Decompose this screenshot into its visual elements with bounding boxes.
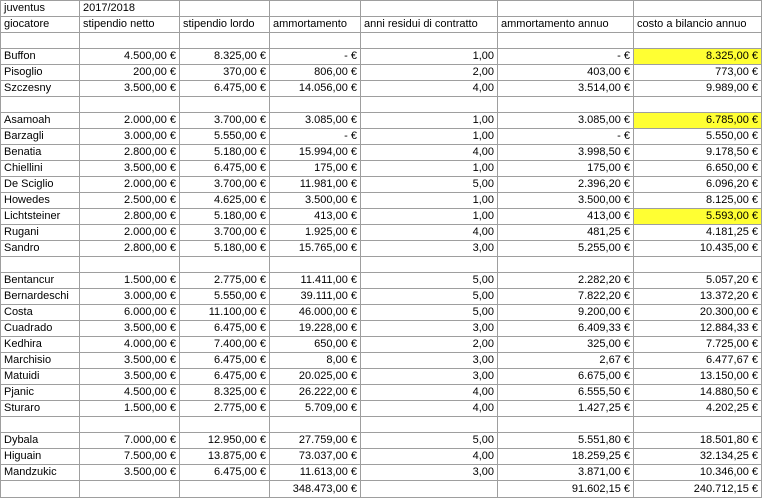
stipendio-lordo-cell[interactable]: 370,00 €	[180, 65, 270, 81]
stipendio-lordo-cell[interactable]: 8.325,00 €	[180, 385, 270, 401]
costo-bilancio-cell[interactable]: 7.725,00 €	[634, 337, 762, 353]
header-stipendio-netto[interactable]: stipendio netto	[80, 17, 180, 33]
anni-residui-cell[interactable]: 4,00	[361, 449, 498, 465]
header-row	[1, 17, 762, 33]
player-name-cell[interactable]: Lichtsteiner	[1, 209, 80, 225]
stipendio-netto-cell[interactable]: 3.500,00 €	[80, 465, 180, 481]
empty-cell[interactable]	[270, 1, 361, 17]
spacer-row	[1, 33, 762, 49]
costo-bilancio-cell[interactable]: 8.325,00 €	[634, 49, 762, 65]
ammortamento-cell[interactable]: 650,00 €	[270, 337, 361, 353]
ammortamento-cell[interactable]: 5.709,00 €	[270, 401, 361, 417]
costo-bilancio-cell[interactable]: 20.300,00 €	[634, 305, 762, 321]
empty-cell[interactable]	[634, 257, 762, 273]
empty-cell[interactable]	[498, 1, 634, 17]
player-name-cell[interactable]: Bentancur	[1, 273, 80, 289]
stipendio-lordo-cell[interactable]: 3.700,00 €	[180, 113, 270, 129]
ammortamento-annuo-cell[interactable]: 5.551,80 €	[498, 433, 634, 449]
header-ammortamento[interactable]: ammortamento	[270, 17, 361, 33]
ammortamento-annuo-cell[interactable]: 3.998,50 €	[498, 145, 634, 161]
empty-cell[interactable]	[270, 257, 361, 273]
ammortamento-annuo-cell[interactable]: 2,67 €	[498, 353, 634, 369]
player-name-cell[interactable]: Barzagli	[1, 129, 80, 145]
table-row	[1, 465, 762, 481]
stipendio-netto-cell[interactable]: 2.800,00 €	[80, 209, 180, 225]
ammortamento-cell[interactable]: 3.500,00 €	[270, 193, 361, 209]
empty-cell[interactable]	[180, 257, 270, 273]
costo-bilancio-cell[interactable]: 13.372,20 €	[634, 289, 762, 305]
empty-cell[interactable]	[1, 97, 80, 113]
table-row	[1, 321, 762, 337]
stipendio-netto-cell[interactable]: 4.500,00 €	[80, 385, 180, 401]
stipendio-netto-cell[interactable]: 1.500,00 €	[80, 401, 180, 417]
stipendio-lordo-cell[interactable]: 5.180,00 €	[180, 145, 270, 161]
player-name-cell[interactable]: Higuain	[1, 449, 80, 465]
player-name-cell[interactable]: Dybala	[1, 433, 80, 449]
player-name-cell[interactable]: Cuadrado	[1, 321, 80, 337]
player-name-cell[interactable]: Bernardeschi	[1, 289, 80, 305]
ammortamento-cell[interactable]: 19.228,00 €	[270, 321, 361, 337]
costo-bilancio-cell[interactable]: 12.884,33 €	[634, 321, 762, 337]
player-name-cell[interactable]: Kedhira	[1, 337, 80, 353]
costo-bilancio-cell[interactable]: 9.989,00 €	[634, 81, 762, 97]
stipendio-netto-cell[interactable]: 2.000,00 €	[80, 225, 180, 241]
stipendio-netto-cell[interactable]: 4.500,00 €	[80, 49, 180, 65]
ammortamento-cell[interactable]: - €	[270, 49, 361, 65]
costo-bilancio-cell[interactable]: 5.593,00 €	[634, 209, 762, 225]
ammortamento-cell[interactable]: 20.025,00 €	[270, 369, 361, 385]
stipendio-lordo-cell[interactable]: 8.325,00 €	[180, 49, 270, 65]
anni-residui-cell[interactable]: 1,00	[361, 209, 498, 225]
anni-residui-cell[interactable]: 4,00	[361, 401, 498, 417]
anni-residui-cell[interactable]: 5,00	[361, 433, 498, 449]
ammortamento-annuo-cell[interactable]: 6.409,33 €	[498, 321, 634, 337]
empty-cell[interactable]	[270, 97, 361, 113]
title-row	[1, 1, 762, 17]
ammortamento-annuo-cell[interactable]: 6.555,50 €	[498, 385, 634, 401]
stipendio-lordo-cell[interactable]: 5.180,00 €	[180, 241, 270, 257]
empty-cell[interactable]	[498, 33, 634, 49]
anni-residui-cell[interactable]: 4,00	[361, 145, 498, 161]
table-row	[1, 81, 762, 97]
stipendio-lordo-cell[interactable]: 6.475,00 €	[180, 161, 270, 177]
stipendio-lordo-cell[interactable]: 5.550,00 €	[180, 129, 270, 145]
ammortamento-annuo-cell[interactable]: 325,00 €	[498, 337, 634, 353]
stipendio-lordo-cell[interactable]: 6.475,00 €	[180, 321, 270, 337]
table-row	[1, 65, 762, 81]
ammortamento-annuo-cell[interactable]: 9.200,00 €	[498, 305, 634, 321]
table-row	[1, 337, 762, 353]
costo-bilancio-cell[interactable]: 32.134,25 €	[634, 449, 762, 465]
costo-bilancio-cell[interactable]: 6.477,67 €	[634, 353, 762, 369]
anni-residui-cell[interactable]: 5,00	[361, 289, 498, 305]
empty-cell[interactable]	[180, 1, 270, 17]
header-ammortamento-annuo[interactable]: ammortamento annuo	[498, 17, 634, 33]
stipendio-netto-cell[interactable]: 7.500,00 €	[80, 449, 180, 465]
team-name-cell[interactable]: juventus	[1, 1, 80, 17]
empty-cell[interactable]	[80, 417, 180, 433]
ammortamento-annuo-cell[interactable]: 413,00 €	[498, 209, 634, 225]
stipendio-netto-cell[interactable]: 3.500,00 €	[80, 161, 180, 177]
empty-cell[interactable]	[498, 97, 634, 113]
stipendio-netto-cell[interactable]: 3.500,00 €	[80, 369, 180, 385]
table-row	[1, 369, 762, 385]
costo-bilancio-cell[interactable]: 5.550,00 €	[634, 129, 762, 145]
empty-cell[interactable]	[634, 33, 762, 49]
stipendio-netto-cell[interactable]: 7.000,00 €	[80, 433, 180, 449]
table-row	[1, 209, 762, 225]
ammortamento-cell[interactable]: 15.765,00 €	[270, 241, 361, 257]
season-cell[interactable]: 2017/2018	[80, 1, 180, 17]
stipendio-netto-cell[interactable]: 3.500,00 €	[80, 321, 180, 337]
table-row	[1, 305, 762, 321]
ammortamento-annuo-cell[interactable]: - €	[498, 49, 634, 65]
anni-residui-cell[interactable]: 1,00	[361, 113, 498, 129]
empty-cell[interactable]	[1, 257, 80, 273]
stipendio-lordo-cell[interactable]: 5.550,00 €	[180, 289, 270, 305]
ammortamento-annuo-cell[interactable]: 3.085,00 €	[498, 113, 634, 129]
ammortamento-cell[interactable]: 413,00 €	[270, 209, 361, 225]
stipendio-lordo-cell[interactable]: 7.400,00 €	[180, 337, 270, 353]
ammortamento-cell[interactable]: 15.994,00 €	[270, 145, 361, 161]
ammortamento-annuo-cell[interactable]: 481,25 €	[498, 225, 634, 241]
ammortamento-annuo-cell[interactable]: 2.396,20 €	[498, 177, 634, 193]
anni-residui-cell[interactable]: 3,00	[361, 321, 498, 337]
table-row	[1, 49, 762, 65]
player-name-cell[interactable]: Marchisio	[1, 353, 80, 369]
costo-bilancio-cell[interactable]: 6.785,00 €	[634, 113, 762, 129]
spacer-row	[1, 257, 762, 273]
ammortamento-annuo-cell[interactable]: 3.514,00 €	[498, 81, 634, 97]
player-name-cell[interactable]: Asamoah	[1, 113, 80, 129]
costo-bilancio-cell[interactable]: 10.346,00 €	[634, 465, 762, 481]
player-name-cell[interactable]: Sturaro	[1, 401, 80, 417]
empty-cell[interactable]	[80, 481, 180, 498]
player-name-cell[interactable]: Benatia	[1, 145, 80, 161]
ammortamento-annuo-cell[interactable]: 1.427,25 €	[498, 401, 634, 417]
empty-cell[interactable]	[80, 97, 180, 113]
totals-row	[1, 481, 762, 498]
empty-cell[interactable]	[80, 257, 180, 273]
table-row	[1, 193, 762, 209]
ammortamento-cell[interactable]: 806,00 €	[270, 65, 361, 81]
empty-cell[interactable]	[498, 257, 634, 273]
costo-bilancio-cell[interactable]: 5.057,20 €	[634, 273, 762, 289]
stipendio-lordo-cell[interactable]: 11.100,00 €	[180, 305, 270, 321]
ammortamento-annuo-cell[interactable]: 18.259,25 €	[498, 449, 634, 465]
stipendio-netto-cell[interactable]: 2.000,00 €	[80, 113, 180, 129]
ammortamento-cell[interactable]: 14.056,00 €	[270, 81, 361, 97]
empty-cell[interactable]	[270, 417, 361, 433]
costo-bilancio-cell[interactable]: 8.125,00 €	[634, 193, 762, 209]
anni-residui-cell[interactable]: 2,00	[361, 337, 498, 353]
player-name-cell[interactable]: Sandro	[1, 241, 80, 257]
empty-cell[interactable]	[498, 417, 634, 433]
costo-bilancio-cell[interactable]: 773,00 €	[634, 65, 762, 81]
stipendio-lordo-cell[interactable]: 2.775,00 €	[180, 401, 270, 417]
anni-residui-cell[interactable]: 1,00	[361, 193, 498, 209]
empty-cell[interactable]	[180, 481, 270, 498]
costo-bilancio-cell[interactable]: 6.096,20 €	[634, 177, 762, 193]
table-row	[1, 129, 762, 145]
anni-residui-cell[interactable]: 5,00	[361, 305, 498, 321]
ammortamento-cell[interactable]: - €	[270, 129, 361, 145]
ammortamento-annuo-cell[interactable]: 3.871,00 €	[498, 465, 634, 481]
ammortamento-cell[interactable]: 11.613,00 €	[270, 465, 361, 481]
anni-residui-cell[interactable]: 3,00	[361, 241, 498, 257]
ammortamento-cell[interactable]: 11.411,00 €	[270, 273, 361, 289]
table-row	[1, 113, 762, 129]
stipendio-netto-cell[interactable]: 2.800,00 €	[80, 241, 180, 257]
anni-residui-cell[interactable]: 1,00	[361, 129, 498, 145]
ammortamento-cell[interactable]: 73.037,00 €	[270, 449, 361, 465]
empty-cell[interactable]	[361, 33, 498, 49]
empty-cell[interactable]	[1, 481, 80, 498]
stipendio-netto-cell[interactable]: 3.500,00 €	[80, 81, 180, 97]
empty-cell[interactable]	[180, 417, 270, 433]
empty-cell[interactable]	[1, 33, 80, 49]
ammortamento-annuo-cell[interactable]: 3.500,00 €	[498, 193, 634, 209]
empty-cell[interactable]	[1, 417, 80, 433]
player-name-cell[interactable]: Szczesny	[1, 81, 80, 97]
stipendio-netto-cell[interactable]: 3.000,00 €	[80, 289, 180, 305]
empty-cell[interactable]	[634, 417, 762, 433]
table-row	[1, 401, 762, 417]
stipendio-lordo-cell[interactable]: 4.625,00 €	[180, 193, 270, 209]
header-giocatore[interactable]: giocatore	[1, 17, 80, 33]
empty-cell[interactable]	[361, 257, 498, 273]
ammortamento-cell[interactable]: 3.085,00 €	[270, 113, 361, 129]
ammortamento-cell[interactable]: 1.925,00 €	[270, 225, 361, 241]
table-row	[1, 449, 762, 465]
header-stipendio-lordo[interactable]: stipendio lordo	[180, 17, 270, 33]
total-costo-bilancio-cell[interactable]: 240.712,15 €	[634, 481, 762, 498]
costo-bilancio-cell[interactable]: 10.435,00 €	[634, 241, 762, 257]
table-row	[1, 241, 762, 257]
anni-residui-cell[interactable]: 5,00	[361, 177, 498, 193]
anni-residui-cell[interactable]: 4,00	[361, 81, 498, 97]
ammortamento-cell[interactable]: 26.222,00 €	[270, 385, 361, 401]
anni-residui-cell[interactable]: 1,00	[361, 49, 498, 65]
ammortamento-cell[interactable]: 11.981,00 €	[270, 177, 361, 193]
player-name-cell[interactable]: Mandzukic	[1, 465, 80, 481]
table-row	[1, 385, 762, 401]
anni-residui-cell[interactable]: 4,00	[361, 225, 498, 241]
player-name-cell[interactable]: Rugani	[1, 225, 80, 241]
total-ammortamento-annuo-cell[interactable]: 91.602,15 €	[498, 481, 634, 498]
stipendio-lordo-cell[interactable]: 5.180,00 €	[180, 209, 270, 225]
costo-bilancio-cell[interactable]: 18.501,80 €	[634, 433, 762, 449]
stipendio-netto-cell[interactable]: 3.000,00 €	[80, 129, 180, 145]
player-name-cell[interactable]: Buffon	[1, 49, 80, 65]
anni-residui-cell[interactable]: 5,00	[361, 273, 498, 289]
player-name-cell[interactable]: Pjanic	[1, 385, 80, 401]
table-row	[1, 145, 762, 161]
empty-cell[interactable]	[361, 1, 498, 17]
stipendio-netto-cell[interactable]: 4.000,00 €	[80, 337, 180, 353]
ammortamento-cell[interactable]: 27.759,00 €	[270, 433, 361, 449]
ammortamento-annuo-cell[interactable]: 2.282,20 €	[498, 273, 634, 289]
empty-cell[interactable]	[634, 1, 762, 17]
stipendio-netto-cell[interactable]: 2.800,00 €	[80, 145, 180, 161]
player-name-cell[interactable]: Howedes	[1, 193, 80, 209]
anni-residui-cell[interactable]: 2,00	[361, 65, 498, 81]
table-row	[1, 273, 762, 289]
stipendio-lordo-cell[interactable]: 6.475,00 €	[180, 465, 270, 481]
stipendio-lordo-cell[interactable]: 6.475,00 €	[180, 369, 270, 385]
spacer-row	[1, 417, 762, 433]
costo-bilancio-cell[interactable]: 6.650,00 €	[634, 161, 762, 177]
total-ammortamento-cell[interactable]: 348.473,00 €	[270, 481, 361, 498]
table-row	[1, 433, 762, 449]
ammortamento-cell[interactable]: 39.111,00 €	[270, 289, 361, 305]
ammortamento-annuo-cell[interactable]: 175,00 €	[498, 161, 634, 177]
table-row	[1, 225, 762, 241]
empty-cell[interactable]	[361, 417, 498, 433]
costo-bilancio-cell[interactable]: 4.202,25 €	[634, 401, 762, 417]
ammortamento-annuo-cell[interactable]: 6.675,00 €	[498, 369, 634, 385]
table-row	[1, 353, 762, 369]
spacer-row	[1, 97, 762, 113]
anni-residui-cell[interactable]: 4,00	[361, 385, 498, 401]
header-costo-bilancio[interactable]: costo a bilancio annuo	[634, 17, 762, 33]
anni-residui-cell[interactable]: 1,00	[361, 161, 498, 177]
player-name-cell[interactable]: Matuidi	[1, 369, 80, 385]
player-name-cell[interactable]: Chiellini	[1, 161, 80, 177]
stipendio-lordo-cell[interactable]: 2.775,00 €	[180, 273, 270, 289]
costo-bilancio-cell[interactable]: 13.150,00 €	[634, 369, 762, 385]
stipendio-netto-cell[interactable]: 2.000,00 €	[80, 177, 180, 193]
anni-residui-cell[interactable]: 3,00	[361, 353, 498, 369]
empty-cell[interactable]	[180, 33, 270, 49]
stipendio-lordo-cell[interactable]: 3.700,00 €	[180, 225, 270, 241]
ammortamento-annuo-cell[interactable]: 403,00 €	[498, 65, 634, 81]
header-anni-residui[interactable]: anni residui di contratto	[361, 17, 498, 33]
player-name-cell[interactable]: De Sciglio	[1, 177, 80, 193]
costo-bilancio-cell[interactable]: 14.880,50 €	[634, 385, 762, 401]
empty-cell[interactable]	[361, 97, 498, 113]
ammortamento-cell[interactable]: 46.000,00 €	[270, 305, 361, 321]
stipendio-lordo-cell[interactable]: 12.950,00 €	[180, 433, 270, 449]
player-name-cell[interactable]: Pisoglio	[1, 65, 80, 81]
stipendio-lordo-cell[interactable]: 6.475,00 €	[180, 353, 270, 369]
stipendio-netto-cell[interactable]: 2.500,00 €	[80, 193, 180, 209]
stipendio-lordo-cell[interactable]: 3.700,00 €	[180, 177, 270, 193]
costo-bilancio-cell[interactable]: 4.181,25 €	[634, 225, 762, 241]
empty-cell[interactable]	[270, 33, 361, 49]
ammortamento-annuo-cell[interactable]: - €	[498, 129, 634, 145]
table-row	[1, 161, 762, 177]
ammortamento-annuo-cell[interactable]: 5.255,00 €	[498, 241, 634, 257]
ammortamento-annuo-cell[interactable]: 7.822,20 €	[498, 289, 634, 305]
empty-cell[interactable]	[361, 481, 498, 498]
ammortamento-cell[interactable]: 175,00 €	[270, 161, 361, 177]
table-row	[1, 177, 762, 193]
empty-cell[interactable]	[634, 97, 762, 113]
anni-residui-cell[interactable]: 3,00	[361, 465, 498, 481]
ammortamento-cell[interactable]: 8,00 €	[270, 353, 361, 369]
player-name-cell[interactable]: Costa	[1, 305, 80, 321]
empty-cell[interactable]	[180, 97, 270, 113]
stipendio-lordo-cell[interactable]: 6.475,00 €	[180, 81, 270, 97]
table-row	[1, 289, 762, 305]
stipendio-netto-cell[interactable]: 200,00 €	[80, 65, 180, 81]
anni-residui-cell[interactable]: 3,00	[361, 369, 498, 385]
costo-bilancio-cell[interactable]: 9.178,50 €	[634, 145, 762, 161]
stipendio-netto-cell[interactable]: 1.500,00 €	[80, 273, 180, 289]
stipendio-lordo-cell[interactable]: 13.875,00 €	[180, 449, 270, 465]
stipendio-netto-cell[interactable]: 6.000,00 €	[80, 305, 180, 321]
stipendio-netto-cell[interactable]: 3.500,00 €	[80, 353, 180, 369]
empty-cell[interactable]	[80, 33, 180, 49]
